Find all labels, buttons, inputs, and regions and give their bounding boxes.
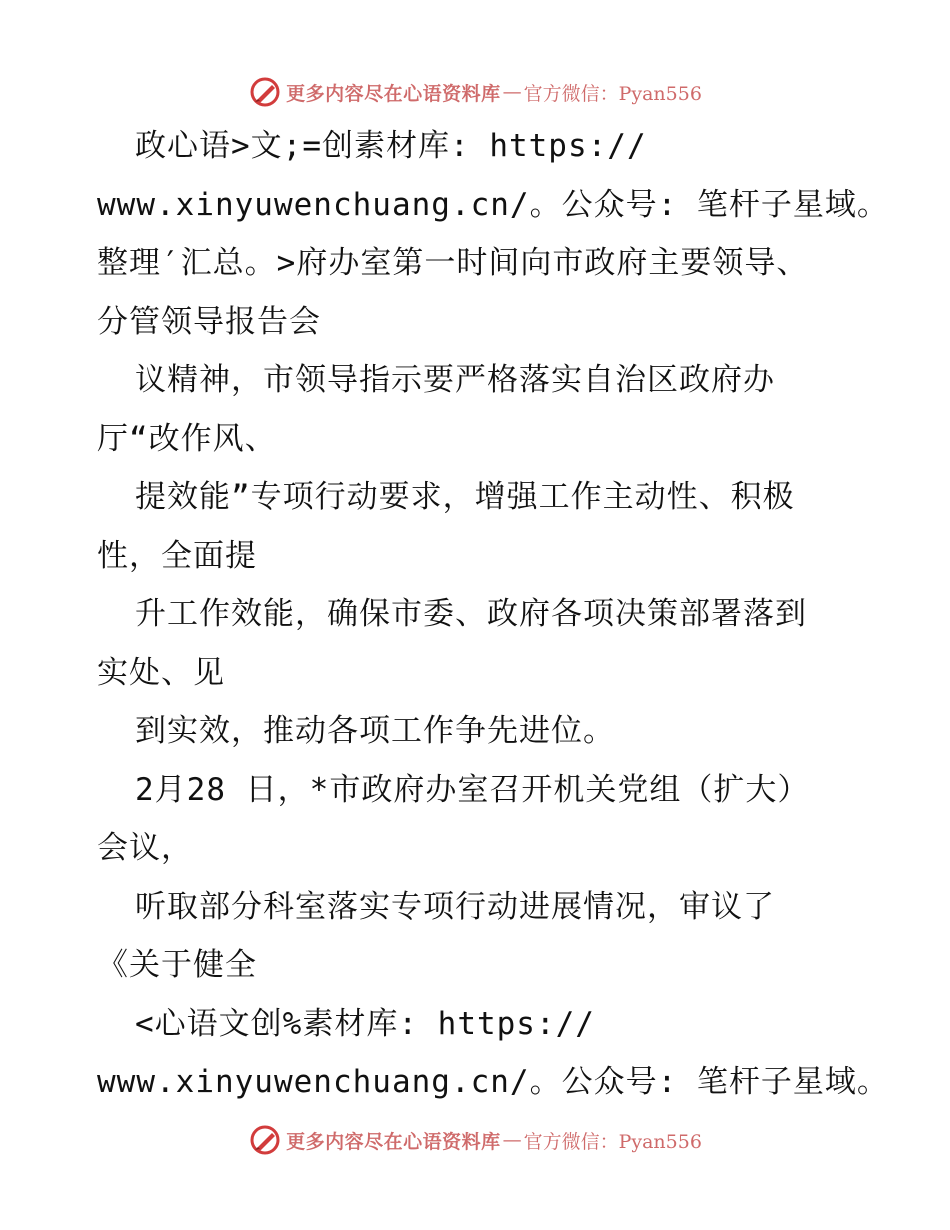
logo-icon	[248, 75, 282, 109]
text-line: <心语文创%素材库: https://	[135, 1005, 595, 1042]
text-line: 厅“改作风、	[97, 420, 277, 457]
text-line: 议精神，市领导指示要严格落实自治区政府办	[135, 362, 775, 398]
text-line: www.xinyuwenchuang.cn/。公众号: 笔杆子星域。	[97, 186, 889, 223]
text-line: 听取部分科室落实专项行动进展情况，审议了	[135, 888, 775, 925]
document-body	[97, 117, 887, 1112]
banner-dash: —	[502, 1129, 522, 1151]
header-banner	[0, 72, 950, 112]
text-line: 实处、见	[97, 654, 225, 691]
banner-wechat: 官方微信：Pyan556	[523, 1130, 702, 1153]
text-line: 2月28 日，*市政府办室召开机关党组（扩大）	[135, 771, 810, 808]
banner-slogan: 更多内容尽在心语资料库	[286, 82, 501, 105]
text-line: 整理′汇总。>府办室第一时间向市政府主要领导、	[97, 245, 809, 281]
text-line: 会议，	[97, 830, 193, 866]
banner-dash: —	[502, 81, 522, 103]
logo-icon	[248, 1123, 282, 1157]
text-line: 升工作效能，确保市委、政府各项决策部署落到	[135, 596, 807, 632]
banner-wechat: 官方微信：Pyan556	[523, 82, 702, 105]
text-line: www.xinyuwenchuang.cn/。公众号: 笔杆子星域。	[97, 1064, 889, 1100]
footer-banner	[0, 1120, 950, 1160]
text-line: 提效能”专项行动要求，增强工作主动性、积极	[135, 479, 795, 515]
banner-slogan: 更多内容尽在心语资料库	[286, 1130, 501, 1153]
text-line: 《关于健全	[97, 947, 257, 983]
text-line: 到实效，推动各项工作争先进位。	[135, 713, 615, 749]
text-line: 性，全面提	[97, 537, 257, 574]
text-line: 政心语>文;=创素材库: https://	[135, 128, 647, 164]
text-line: 分管领导报告会	[97, 303, 321, 340]
